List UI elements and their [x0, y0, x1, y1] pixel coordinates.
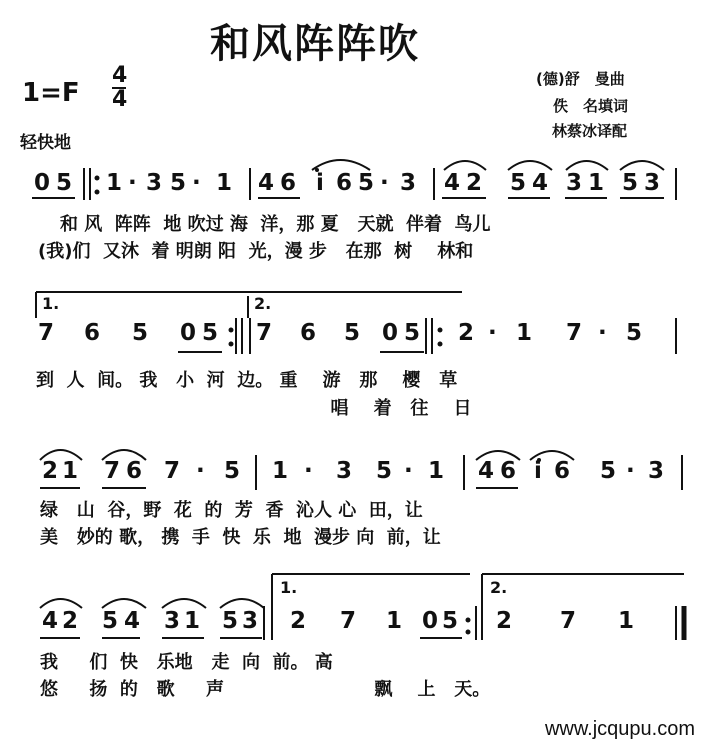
note: 1: [618, 608, 635, 634]
note: i: [534, 458, 542, 484]
note: 5: [344, 320, 361, 346]
lyrics-verse1-line2: 到 人 间。 我 小 河 边。 重 游 那 樱 草: [36, 370, 458, 391]
note: 5: [358, 170, 375, 196]
note: 4: [124, 608, 141, 634]
note: 2: [496, 608, 513, 634]
note: 4: [42, 608, 59, 634]
site-watermark: www.jcqupu.com: [544, 718, 695, 740]
note: 4: [532, 170, 549, 196]
notes-line-2: [0, 320, 707, 360]
note: 5: [376, 458, 393, 484]
note: 5: [102, 608, 119, 634]
note: 4: [478, 458, 495, 484]
key-signature: 1=F: [22, 78, 80, 108]
note: 5: [170, 170, 187, 196]
note: 7: [340, 608, 357, 634]
time-signature-top: 4: [112, 63, 128, 88]
note: ·: [380, 170, 389, 196]
note: ·: [598, 320, 607, 346]
notes-line-3: [0, 458, 707, 498]
note: 7: [164, 458, 181, 484]
lyrics-verse2-line3: 美 妙的 歌， 携 手 快 乐 地 漫步 向 前，让: [40, 527, 441, 548]
note: ·: [404, 458, 413, 484]
note: ·: [488, 320, 497, 346]
time-signature-bottom: 4: [112, 87, 128, 112]
lyrics-verse2-line2: 唱 着 往 日: [36, 398, 472, 419]
note: 6: [126, 458, 143, 484]
note: 3: [400, 170, 417, 196]
note: 5: [132, 320, 149, 346]
note: 4: [258, 170, 275, 196]
note: 6: [280, 170, 297, 196]
note: 5: [202, 320, 219, 346]
note: 0: [34, 170, 51, 196]
note: 3: [566, 170, 583, 196]
note: 5: [622, 170, 639, 196]
note: 6: [84, 320, 101, 346]
note: 3: [242, 608, 259, 634]
note: 4: [444, 170, 461, 196]
note: 7: [38, 320, 55, 346]
note: 5: [510, 170, 527, 196]
note: 5: [224, 458, 241, 484]
composer-credit: (德)舒 曼曲: [536, 70, 625, 88]
tempo-marking: 轻快地: [20, 133, 71, 153]
lyrics-verse2-line4: 悠 扬 的 歌 声 飘 上 天。: [40, 679, 491, 700]
page-title: 和风阵阵吹: [210, 21, 420, 67]
note: 3: [644, 170, 661, 196]
notes-line-4: [0, 608, 707, 648]
note: 0: [422, 608, 439, 634]
note: ·: [304, 458, 313, 484]
note: 0: [382, 320, 399, 346]
note: 7: [566, 320, 583, 346]
lyricist-credit: 佚 名填词: [553, 97, 629, 115]
arranger-credit: 林蔡冰译配: [552, 122, 628, 140]
note: ·: [192, 170, 201, 196]
note: ·: [626, 458, 635, 484]
lyrics-verse1-line4: 我 们 快 乐地 走 向 前。 高: [40, 652, 333, 673]
note: 7: [104, 458, 121, 484]
note: 2: [458, 320, 475, 346]
lyrics-verse2-line1: (我)们 又沐 着 明朗 阳 光，漫 步 在那 树 林和: [38, 241, 474, 262]
note: 1: [588, 170, 605, 196]
note: 1: [62, 458, 79, 484]
lyrics-verse1-line3: 绿 山 谷，野 花 的 芳 香 沁人 心 田，让: [40, 500, 423, 521]
note: 2: [466, 170, 483, 196]
lyrics-verse1-line1: 和 风 阵阵 地 吹过 海 洋，那 夏 天就 伴着 鸟儿: [60, 214, 491, 235]
note: 2: [62, 608, 79, 634]
note: 1: [386, 608, 403, 634]
note: 6: [300, 320, 317, 346]
note: 6: [554, 458, 571, 484]
note: 0: [180, 320, 197, 346]
note: 7: [560, 608, 577, 634]
note: ·: [196, 458, 205, 484]
note: 5: [222, 608, 239, 634]
note: 5: [600, 458, 617, 484]
note: i: [316, 170, 324, 196]
volta-2-label: 2.: [254, 294, 272, 313]
note: 3: [648, 458, 665, 484]
note: 5: [56, 170, 73, 196]
notes-line-1: [0, 170, 707, 210]
note: 1: [516, 320, 533, 346]
volta-2-label-line4: 2.: [490, 578, 508, 597]
note: 1: [216, 170, 233, 196]
note: 5: [404, 320, 421, 346]
note: 6: [500, 458, 517, 484]
note: 1: [272, 458, 289, 484]
volta-1-label: 1.: [42, 294, 60, 313]
note: 7: [256, 320, 273, 346]
note: 3: [336, 458, 353, 484]
note: 3: [146, 170, 163, 196]
note: 1: [106, 170, 123, 196]
note: 1: [184, 608, 201, 634]
note: 1: [428, 458, 445, 484]
note: 5: [626, 320, 643, 346]
note: 3: [164, 608, 181, 634]
note: 2: [42, 458, 59, 484]
note: 6: [336, 170, 353, 196]
volta-1-label-line4: 1.: [280, 578, 298, 597]
note: 2: [290, 608, 307, 634]
note: 5: [442, 608, 459, 634]
note: ·: [128, 170, 137, 196]
